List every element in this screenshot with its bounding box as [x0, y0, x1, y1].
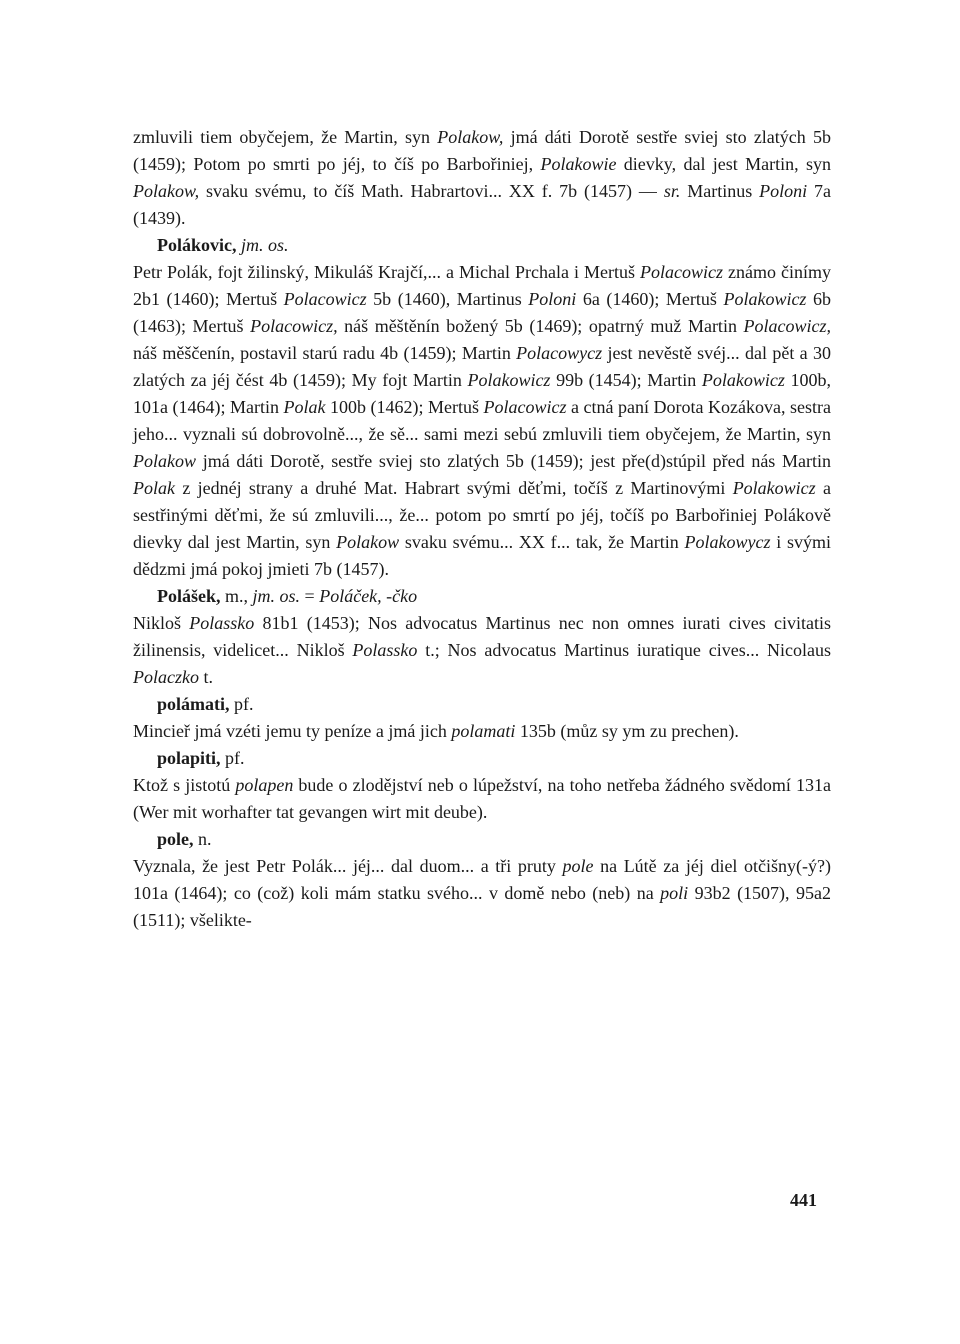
- dictionary-entry: [133, 826, 831, 934]
- citation-form: Polassko: [189, 613, 255, 633]
- dictionary-entry: [133, 583, 831, 691]
- entry-text: 7a (1439).: [133, 181, 831, 228]
- citation-form: Polassko: [352, 640, 418, 660]
- entry-text: náš měštěnín božený 5b (1469); opatrný muž Martin: [337, 316, 744, 336]
- grammar-note: n.: [198, 829, 212, 849]
- entry-text: známo činímy 2b1 (1460); Mertuš: [133, 262, 831, 309]
- citation-form: Polakowie: [540, 154, 617, 174]
- citation-form: Polacowycz: [516, 343, 603, 363]
- citation-form: Polakowicz: [701, 370, 785, 390]
- page-number: 441: [790, 1190, 817, 1210]
- citation-form: sr.: [663, 181, 681, 201]
- entry-text: t.: [198, 667, 213, 687]
- entry-heading: [133, 826, 831, 853]
- entry-text: Nikloš: [133, 613, 190, 633]
- citation-form: polamati: [451, 721, 516, 741]
- entry-body: [133, 259, 831, 583]
- entry-text: Mincieř jmá vzéti jemu ty peníze a jmá jich: [133, 721, 452, 741]
- entry-text: bude o zlodějství neb o lúpežství, na toho netřeba žádného svědomí 131a (Wer mit worhafter tat gevangen wirt mit deube).: [133, 775, 831, 822]
- citation-form: Polakow,: [437, 127, 504, 147]
- headword: pole,: [157, 829, 194, 849]
- headword: Polákovic,: [157, 235, 237, 255]
- entry-text: Petr Polák, fojt žilinský, Mikuláš Krajčí,... a Michal Prchala i Mertuš: [133, 262, 640, 282]
- citation-form: Polakowicz: [723, 289, 807, 309]
- grammar-note: pf.: [225, 748, 245, 768]
- citation-form: Polacowicz,: [250, 316, 338, 336]
- entry-text: 100b, 101a (1464); Martin: [133, 370, 832, 417]
- dictionary-entry: [133, 745, 831, 826]
- entry-text: 99b (1454); Martin: [550, 370, 702, 390]
- entry-text: zmluvili tiem obyčejem, že Martin, syn: [133, 127, 438, 147]
- entry-text: svaku svému... XX f... tak, že Martin: [399, 532, 685, 552]
- grammar-note: m., jm. os. = Poláček, -čko: [225, 586, 418, 606]
- entry-text: náš měščenín, postavil starú radu 4b (1459); Martin: [133, 343, 517, 363]
- entry-heading: [133, 583, 831, 610]
- dictionary-entry: [133, 691, 831, 745]
- citation-form: Polacowicz: [283, 289, 367, 309]
- entry-text: 135b (můz sy ym zu prechen).: [515, 721, 739, 741]
- dictionary-entry: [133, 124, 831, 232]
- entry-text: Vyznala, že jest Petr Polák... jéj... dal duom... a tři pruty: [133, 856, 563, 876]
- citation-form: Polakowicz: [467, 370, 551, 390]
- entry-heading: [133, 232, 831, 259]
- entry-text: 5b (1460), Martinus: [366, 289, 529, 309]
- citation-form: Polacowicz: [483, 397, 567, 417]
- citation-form: polapen: [235, 775, 294, 795]
- citation-form: Polakow,: [133, 181, 200, 201]
- entry-text: 100b (1462); Mertuš: [325, 397, 484, 417]
- entry-text: 6a (1460); Mertuš: [576, 289, 724, 309]
- citation-form: Polacowicz,: [743, 316, 831, 336]
- entry-text: svaku svému, to číš Math. Habrartovi... XX f. 7b (1457) —: [199, 181, 664, 201]
- citation-form: Polakowicz: [732, 478, 816, 498]
- entry-body: [133, 718, 831, 745]
- citation-form: Polacowicz: [640, 262, 723, 282]
- citation-form: Polakow: [336, 532, 400, 552]
- citation-form: Polaczko: [133, 667, 199, 687]
- dictionary-entry: [133, 232, 831, 583]
- entry-text: 6b (1463); Mertuš: [133, 289, 831, 336]
- citation-form: Poloni: [528, 289, 577, 309]
- entry-heading: [133, 745, 831, 772]
- headword: polámati,: [157, 694, 230, 714]
- headword: Polášek,: [157, 586, 221, 606]
- citation-form: Polakow: [133, 451, 196, 471]
- entry-text: i svými dědzmi jmá pokoj jmieti 7b (1457).: [133, 532, 831, 579]
- citation-form: Polak: [133, 478, 175, 498]
- entry-text: a ctná paní Dorota Kozákova, sestra jeho... vyznali sú dobrovolně..., že sě... sami mezi sebú zmluvili tiem obyčejem, že Martin, syn: [133, 397, 832, 444]
- entry-text: Martinus: [680, 181, 760, 201]
- entry-text: t.; Nos advocatus Martinus iuratique cives... Nicolaus: [417, 640, 831, 660]
- entry-text: 81b1 (1453); Nos advocatus Martinus nec non omnes iurati cives civitatis žilinensis, videlicet... Nikloš: [133, 613, 831, 660]
- citation-form: Polak: [283, 397, 326, 417]
- entry-text: 93b2 (1507), 95a2 (1511); všelikte-: [133, 883, 831, 930]
- entry-text: dievky, dal jest Martin, syn: [616, 154, 832, 174]
- entry-text: z jednéj strany a druhé Mat. Habrart svými děťmi, točíš z Martinovými: [175, 478, 733, 498]
- grammar-note: pf.: [234, 694, 254, 714]
- entry-body: [133, 772, 831, 826]
- entry-body: [133, 610, 831, 691]
- headword: polapiti,: [157, 748, 221, 768]
- citation-form: poli: [660, 883, 689, 903]
- citation-form: Poloni: [759, 181, 808, 201]
- entry-text: Ktož s jistotú: [133, 775, 236, 795]
- entry-text: jest nevěstě svéj... dal pět a 30 zlatých za jéj čést 4b (1459); My fojt Martin: [133, 343, 831, 390]
- entry-text: na Lútě za jéj diel otčišny(-ý?) 101a (1464); co (což) koli mám statku svého... v domě nebo (neb) na: [133, 856, 831, 903]
- entry-body: [133, 124, 831, 232]
- entry-text: a sestřinými děťmi, že sú zmluvili..., že... potom po smrtí po jéj, točíš po Barbořiniej Polákově dievky dal jest Martin, syn: [133, 478, 831, 552]
- grammar-note: jm. os.: [241, 235, 289, 255]
- entry-heading: [133, 691, 831, 718]
- entry-body: [133, 853, 831, 934]
- entry-text: jmá dáti Dorotě, sestře sviej sto zlatých 5b (1459); jest pře(d)stúpil před nás Martin: [196, 451, 831, 471]
- dictionary-page: [133, 124, 831, 934]
- citation-form: Polakowycz: [684, 532, 771, 552]
- citation-form: pole: [562, 856, 594, 876]
- entry-text: jmá dáti Dorotě sestře sviej sto zlatých 5b (1459); Potom po smrti po jéj, to číš po Barbořiniej,: [133, 127, 832, 174]
